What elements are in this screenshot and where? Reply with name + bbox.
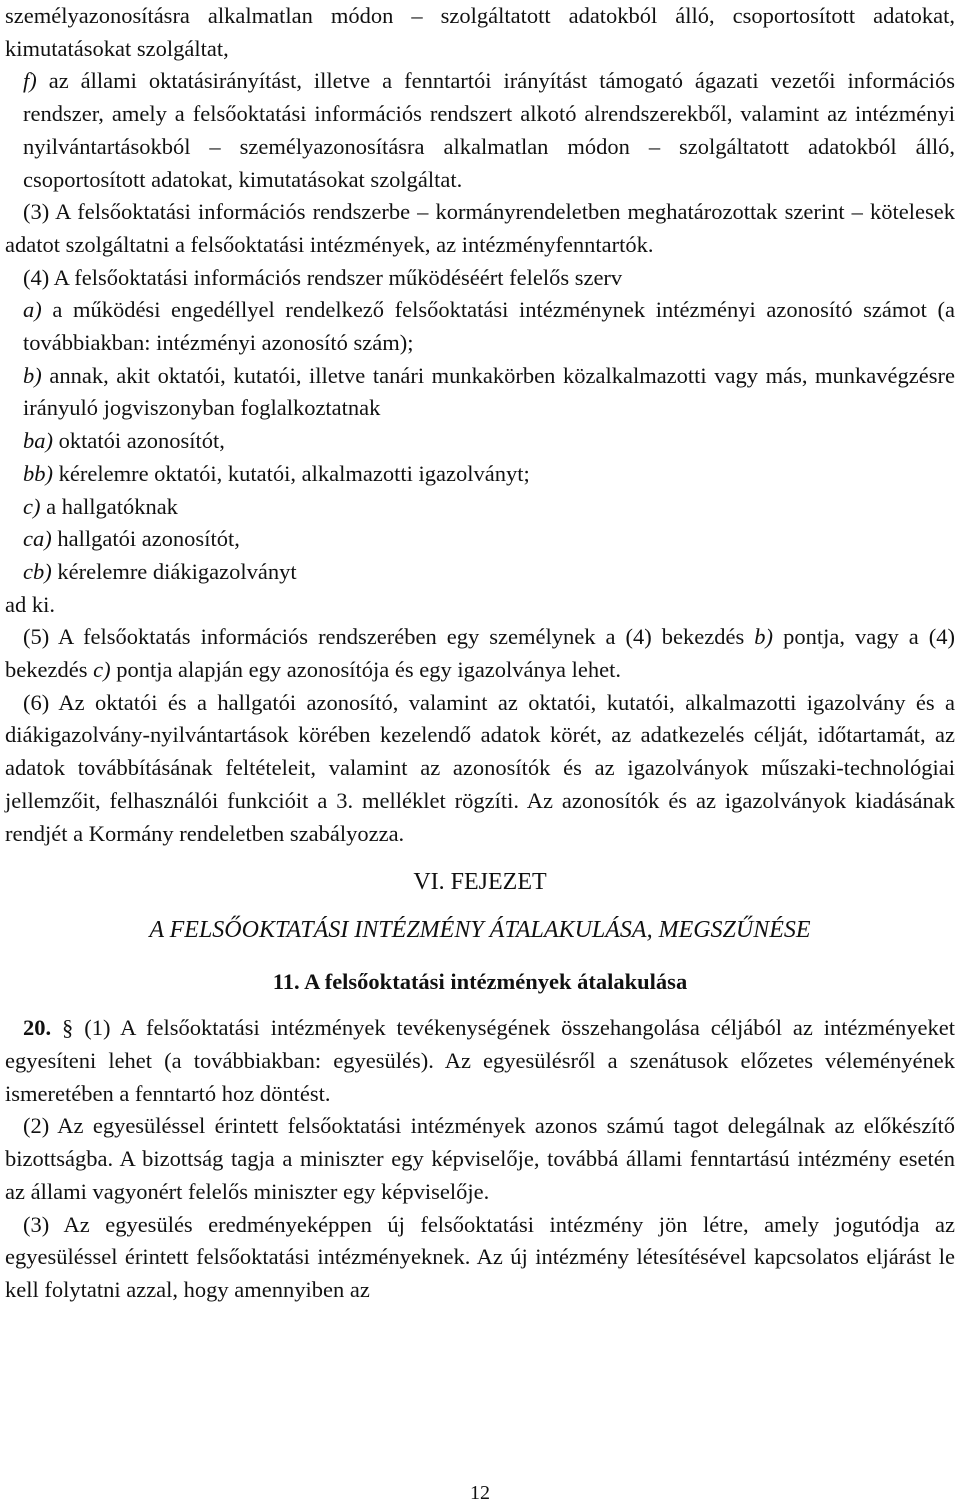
paragraph-f [5,65,955,196]
chapter-title [5,908,955,952]
list-item-b [5,360,955,425]
list-item-ca [5,523,955,556]
list-item-c [5,491,955,524]
paragraph-continuation: személyazonosításra alkalmatlan módon – szolgáltatott adatokból álló, csoportosított adatokat, kimutatásokat szolgáltat, [5,3,955,61]
list-item-a [5,294,955,359]
paragraph-ad-ki: ad ki. [5,591,55,617]
paragraph-20-2: (2) Az egyesüléssel érintett felsőoktatási intézmények azonos számú tagot delegálnak az előkészítő bizottságba. A bizottság tagja a miniszter egy képviselője, továbbá állami fenntartású intézmény esetén az állami vagyonért felelős miniszter egy képviselője. [5,1113,955,1204]
point-label-f: f) [23,68,37,94]
list-text-ca: hallgatói azonosítót, [51,526,240,552]
section-title: 11. A felsőoktatási intézmények átalakulása [272,969,688,995]
p5-ref-c: c) [93,657,111,683]
p5-text-1: (5) A felsőoktatás információs rendszerében egy személynek a (4) bekezdés [23,624,755,650]
list-text-a: a működési engedéllyel rendelkező felsőoktatási intézménynek intézményi azonosító számot (a továbbiakban: intézményi azonosító szám); [23,297,955,356]
paragraph-5 [5,621,955,686]
list-item-ba [5,425,955,458]
paragraph-20-1-text: (1) A felsőoktatási intézmények tevékenységének összehangolása céljából az intézményeket egyesíteni lehet (a továbbiakban: egyesülés). Az egyesülésről a szenátusok előzetes véleményének ismeretében a fenntartó hoz döntést. [5,1015,955,1106]
list-label-a: a) [23,297,42,323]
list-label-cb: cb) [23,558,52,584]
p5-text-3: pontja alapján egy azonosítója és egy igazolványa lehet. [110,657,621,683]
page-number: 12 [470,1482,490,1504]
list-label-ca: ca) [23,526,52,552]
document-page [5,0,955,1307]
section-sign: § [62,1015,74,1041]
paragraph-20-1 [5,1012,955,1110]
list-item-bb [5,458,955,491]
list-text-bb: kérelemre oktatói, kutatói, alkalmazotti igazolványt; [53,460,530,486]
list-label-c: c) [23,493,41,519]
list-label-bb: bb) [23,460,53,486]
section-number: 20. [23,1015,52,1041]
paragraph-20-3: (3) Az egyesülés eredményeképpen új felsőoktatási intézmény jön létre, amely jogutódja az egyesüléssel érintett felsőoktatási intézményeknek. Az új intézmény létesítésével kapcsolatos eljárást le kell folytatni azzal, hogy amennyiben az [5,1211,955,1302]
list-text-cb: kérelemre diákigazolványt [51,558,297,584]
paragraph-6: (6) Az oktatói és a hallgatói azonosító, valamint az oktatói, kutatói, alkalmazotti igazolvány és a diákigazolvány-nyilvántartások körében kezelendő adatok körét, az adatkezelés célját, időtartamát, az adatok továbbításának feltételeit, valamint az azonosítók és az igazolványok műszaki-technológiai jellemzőit, felhasználói funkcióit a 3. melléklet rögzíti. Az azonosítók és az igazolványok kiadásának rendjét a Kormány rendeletben szabályozza. [5,689,955,846]
list-label-ba: ba) [23,428,53,454]
p5-ref-b: b) [754,624,774,650]
list-text-c: a hallgatóknak [40,493,178,519]
list-text-ba: oktatói azonosítót, [53,428,225,454]
list-text-b: annak, akit oktatói, kutatói, illetve tanári munkakörben közalkalmazotti vagy más, munkavégzésre irányuló jogviszonyban foglalkoztatnak [23,362,955,421]
list-item-cb [5,556,955,589]
chapter-title-text: A FELSŐOKTATÁSI INTÉZMÉNY ÁTALAKULÁSA, MEGSZŰNÉSE [149,917,811,944]
paragraph-3: (3) A felsőoktatási információs rendszerbe – kormányrendeletben meghatározottak szerint – kötelesek adatot szolgáltatni a felsőoktatási intézmények, az intézményfenntartók. [5,199,955,257]
point-text-f: az állami oktatásirányítást, illetve a fenntartói irányítást támogató ágazati vezetői információs rendszer, amely a felsőoktatási információs rendszert alkotó alrendszerekből, valamint az intézményi nyilvántartásokból – személyazonosításra alkalmatlan módon – szolgáltatott adatokból álló, csoportosított adatokat, kimutatásokat szolgáltat. [23,68,955,192]
paragraph-4: (4) A felsőoktatási információs rendszer működéséért felelős szerv [23,264,623,290]
list-label-b: b) [23,362,42,388]
p5-text-2: pontja, vagy a (4) bekezdés [5,624,955,683]
chapter-number: VI. FEJEZET [413,869,547,896]
